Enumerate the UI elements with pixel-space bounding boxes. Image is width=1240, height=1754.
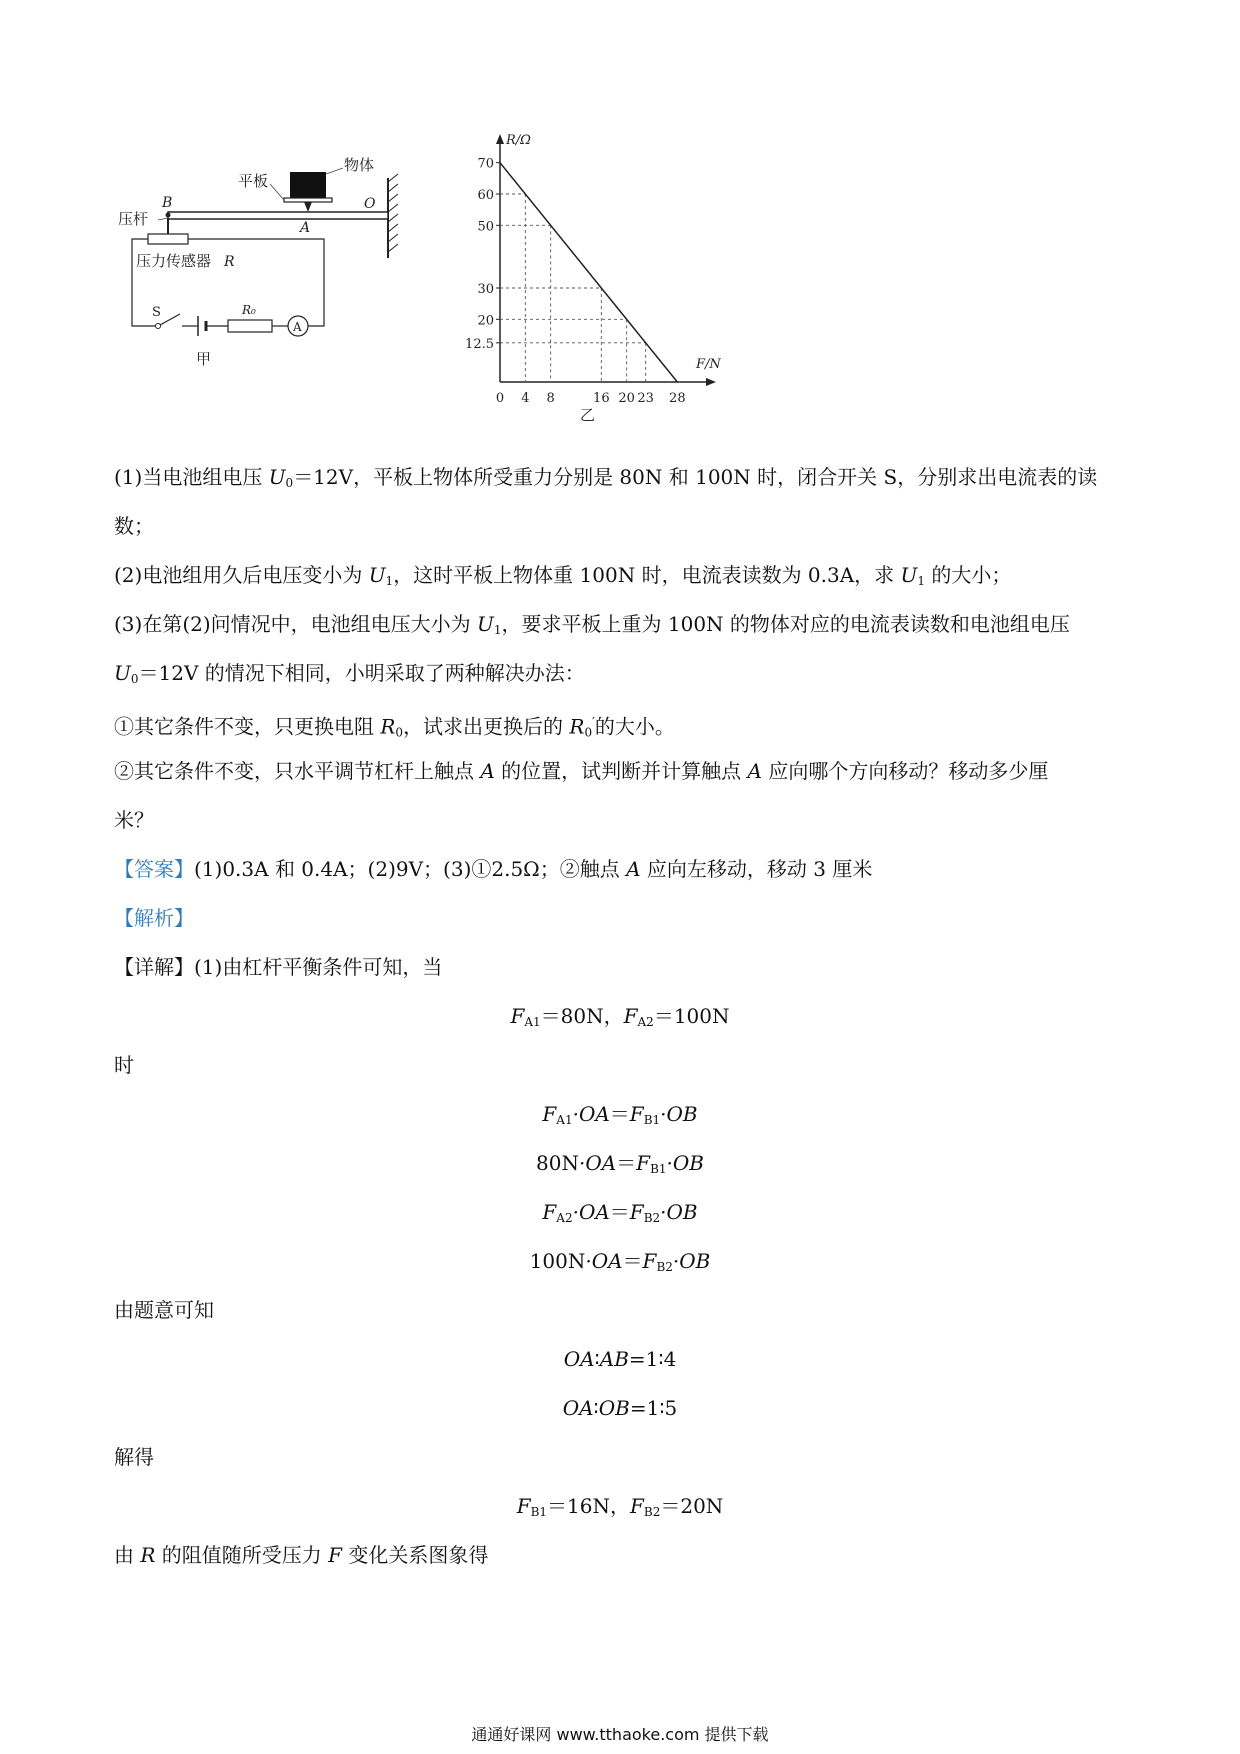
equation-4: $F_{A2}\cdot OA=F_{B2}\cdot OB$ [542,1200,698,1225]
x-tick-label-3: 16 [593,391,610,406]
label-plate: 平板 [238,172,269,190]
x-tick-label-1: 4 [521,391,530,406]
last-line: 由 R 的阻值随所受压力 F 变化关系图象得 [114,1543,489,1567]
label-lever: 压杆 [118,210,149,228]
answer: 【答案】(1)0.3A 和 0.4A；(2)9V；(3)①2.5Ω；②触点 A 应向左移动，移动 3 厘米 [114,857,873,881]
label-r0: R₀ [242,303,256,317]
y-tick-label-3: 30 [477,282,494,297]
analysis-tag: 【解析】 [114,906,194,930]
label-a: A [300,220,311,236]
question-2: (2)电池组用久后电压变小为 $U_1$，这时平板上物体重 100N 时，电流表读数为 0.3A，求 $U_1$ 的大小； [114,563,1012,588]
label-s: S [152,305,161,320]
x-axis-arrow [706,378,716,386]
detail-tag: 【详解】 [114,955,194,979]
detail: 【详解】(1)由杠杆平衡条件可知，当 [114,955,443,979]
ratio-2: OA∶OB=1∶5 [562,1396,678,1420]
y-axis-label: R/Ω [506,133,531,148]
caption-yi: 乙 [580,406,596,424]
question-3-method-2-line1: ②其它条件不变，只水平调节杠杆上触点 A 的位置，试判断并计算触点 A 应向哪个方向移动？移动多少厘 [114,759,1049,783]
question-3-method-1: ①其它条件不变，只更换电阻 $R_0$，试求出更换后的 $R_0'$的大小。 [114,714,675,740]
y-tick-label-5: 12.5 [465,336,494,352]
known-text: 由题意可知 [114,1298,214,1322]
x-axis-label: F/N [696,357,721,372]
question-1-line2: 数； [114,514,154,538]
pressure-sensor [148,234,188,244]
y-tick-label-2: 50 [477,219,494,235]
series-line-0 [500,163,677,382]
resistor-r0 [228,320,272,332]
label-b: B [162,195,173,211]
label-sensor: 压力传感器 [136,252,212,270]
label-ammeter: A [293,320,302,334]
when-text: 时 [114,1053,134,1077]
equation-5: $100N\cdot OA=F_{B2}\cdot OB$ [529,1249,711,1274]
question-3-line2: $U_0=12V$ 的情况下相同，小明采取了两种解决办法： [114,661,585,686]
caption-jia: 甲 [196,350,212,368]
equation-2: $F_{A1}\cdot OA=F_{B1}\cdot OB$ [542,1102,698,1127]
x-tick-label-6: 28 [669,391,686,406]
object-block [290,172,326,198]
equation-3: $80N\cdot OA=F_{B1}\cdot OB$ [536,1151,704,1176]
answer-tag: 【答案】 [114,857,194,881]
label-o: O [364,196,376,212]
label-r: R [224,254,235,270]
y-tick-label-1: 60 [477,188,494,203]
analysis [114,904,1134,932]
y-tick-label-0: 70 [477,156,494,172]
x-tick-label-0: 0 [495,391,505,406]
footer: 通通好课网 www.tthaoke.com 提供下载 [471,1725,769,1744]
x-tick-label-5: 23 [637,391,654,406]
plate [284,198,332,202]
y-tick-label-4: 20 [477,313,494,329]
equation-6: $F_{B1}=16N$，$F_{B2}=20N$ [516,1494,724,1519]
question-3-line1: (3)在第(2)问情况中，电池组电压大小为 $U_1$，要求平板上重为 100N 的物体对应的电流表读数和电池组电压 [114,612,1070,637]
question-3-method-2-line2: 米？ [114,808,154,832]
x-tick-label-4: 20 [618,391,635,406]
question-1-line1: (1)当电池组电压 $U_0=12V$，平板上物体所受重力分别是 80N 和 100N 时，闭合开关 S，分别求出电流表的读 [114,465,1098,490]
solve-text: 解得 [114,1445,154,1469]
ratio-1: OA∶AB=1∶4 [563,1347,677,1371]
y-axis-arrow [496,134,504,144]
resistance-force-graph [462,132,732,422]
x-tick-label-2: 8 [546,391,555,406]
label-object: 物体 [344,156,375,174]
circuit-diagram [118,156,408,410]
equation-1: $F_{A1}=80N$，$F_{A2}=100N$ [510,1004,730,1029]
